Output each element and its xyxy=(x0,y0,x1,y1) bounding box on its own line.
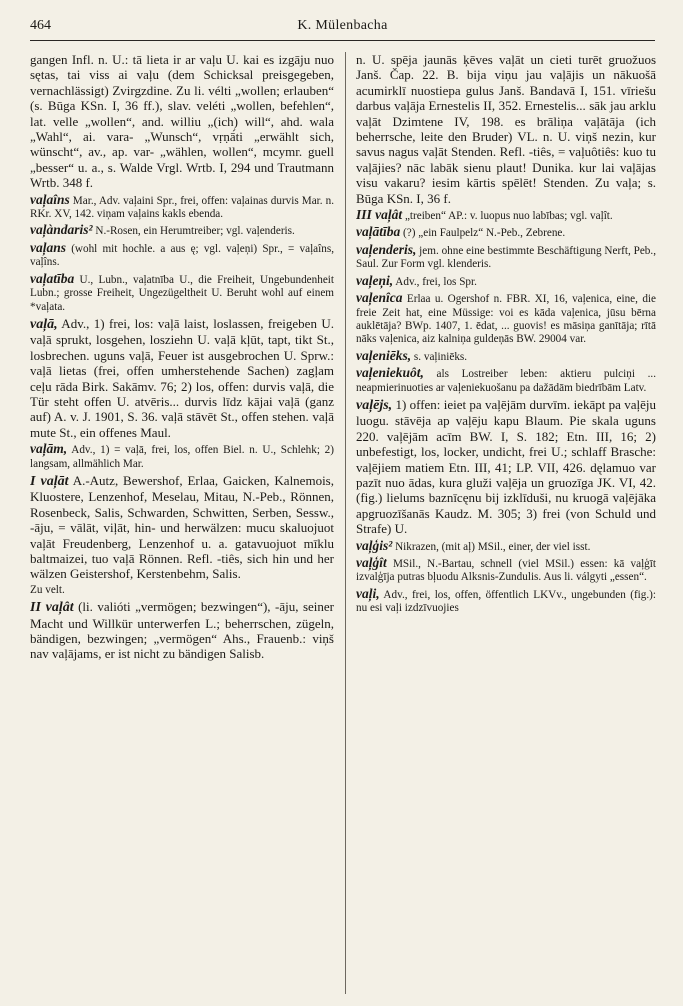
page-number: 464 xyxy=(30,18,51,33)
entry-headword: vaļā, xyxy=(30,316,58,332)
entry-headword: vaļām, xyxy=(30,441,68,457)
entry-text: gangen Infl. n. U.: tā lieta ir ar vaļu U. kai es izgāju nuo sętas, tai viss ai vaļu (dem Schicksal preisgegeben, vernachlässigt) Zvirgzdine. Zu li. vélti „wollen; erlauben“ (s. Būga KSn. I, 36 ff.), slav. veléti „wollen, befehlen“, lat. velle „wollen“, and. williu „(ich) will“, ahd. wala „Wahl“, ai. vara- „Wunsch“, vṛṇā́ti „erwählt sich, wünscht“, av., ap. var- „wählen, wollen“, mcymr. guell „besser“ u. a., s. Walde Vrgl. Wrtb. I, 294 und Trautmann Wrtb. 348 f. xyxy=(30,52,334,191)
entry-headword: vaļenîca xyxy=(356,290,403,306)
dictionary-entry xyxy=(30,584,334,597)
entry-text: (li. valióti „vermögen; bezwingen“), -āju, seiner Macht und Willkür unterwerfen L.; beherrschen, zügeln, bändigen, bezwingen; „vermögen“ Ahs., Frauenb.: viņš nav vaļājams, er ist nicht zu bändigen Salisb. xyxy=(30,599,334,662)
entry-text: A.-Autz, Bewershof, Erlaa, Gaicken, Kalnemois, Kluostere, Lenzenhof, Meselau, Mitau, N.-Peb., Rönnen, Rosenbeck, Salis, Schwarden, Schwitten, Serben, Sessw., -āju, = vālāt, viļāt, hin- und herwälzen: mucu skaluojuot vaļāt Freudenberg, Lenzenhof u. a. gatavuojuot mīklu baltmaizei, tuo vaļā Rönnen. Refl. -tiês, sich hin und her wälzen Geistershof, Kerstenbehm, Salis. xyxy=(30,472,334,582)
entry-headword: vaļeņi, xyxy=(356,272,394,288)
dictionary-entry xyxy=(356,243,656,272)
entry-text: Nikrazen, (mit aļ) MSil., einer, der viel isst. xyxy=(392,540,591,553)
dictionary-entry xyxy=(356,274,656,289)
entry-text: s. vaļiniēks. xyxy=(411,350,468,363)
right-column xyxy=(356,52,656,998)
running-head: K. Mülenbacha xyxy=(297,18,388,33)
entry-headword: vaļatība xyxy=(30,270,75,286)
entry-headword: II vaļât xyxy=(30,600,74,616)
dictionary-entry xyxy=(30,599,334,662)
entry-text: N.-Rosen, ein Herumtreiber; vgl. vaļenderis. xyxy=(92,225,295,238)
entry-headword: III vaļât xyxy=(356,207,403,223)
entry-text: als Lostreiber leben: aktieru pulciņi ... neapmierinuoties ar vaļeniekuošanu pa dažādām biedrībām Latv. xyxy=(356,368,656,394)
dictionary-entry xyxy=(356,539,656,554)
entry-text: (wohl mit hochle. a aus ę; vgl. vaļeņi) Spr., = vaļaîns, vaļîns. xyxy=(30,242,334,269)
dictionary-entry xyxy=(30,52,334,191)
entry-text: Erlaa u. Ogershof n. FBR. XI, 16, vaļenica, eine, die freie Zeit hat, eine Müssige: voi es kāda vaļenica, jūsu bērna auklētāja? BWp. 1407, 1. ēdat, ... guovis! es māsiņa ganītāja; rītā nāks vaļenica, aiz kalniņa guldeņās BW. 29004 var. xyxy=(356,293,656,346)
dictionary-entry xyxy=(30,272,334,314)
entry-text: „treiben“ AP.: v. luopus nuo labības; vgl. vaļît. xyxy=(402,210,613,223)
entry-headword: vaļģît xyxy=(356,555,387,570)
dictionary-entry xyxy=(356,397,656,537)
dictionary-entry xyxy=(30,316,334,440)
entry-text: U., Lubn., vaļatnība U., die Freiheit, Ungebundenheit Lubn.; grosse Freiheit, Ungezügeltheit U. Beruht wohl auf einem *vaļata. xyxy=(30,273,334,313)
dictionary-entry xyxy=(356,225,656,240)
entry-headword: vaļātība xyxy=(356,224,401,240)
entry-text: Adv., frei, los, offen, öffentlich LKVv., ungebunden (fig.): nu esi vaļi izdzīvuojies xyxy=(356,588,656,615)
dictionary-entry xyxy=(30,223,334,238)
entry-headword: vaļeniekuôt, xyxy=(356,365,424,381)
dictionary-entry xyxy=(356,366,656,395)
left-column xyxy=(30,52,334,998)
dictionary-entry xyxy=(356,349,656,364)
entry-text: Zu velt. xyxy=(30,583,65,596)
entry-text: MSil., N.-Bartau, schnell (viel MSil.) essen: kā vaļģīt izvalģīja putras bļuodu Alksnis-Zundulis. Aus li. válgyti „essen“. xyxy=(356,558,656,584)
entry-headword: vaļenderis, xyxy=(356,241,417,257)
entry-text: Mar., Adv. vaļaini Spr., frei, offen: vaļainas durvis Mar. n. RKr. XV, 142. viņam vaļains kakls ebenda. xyxy=(30,194,334,221)
entry-headword: vaļàndaris² xyxy=(30,222,93,238)
entry-headword: vaļējs, xyxy=(356,397,393,413)
dictionary-entry xyxy=(356,291,656,347)
entry-text: (?) „ein Faulpelz“ N.-Peb., Zebrene. xyxy=(400,227,566,240)
entry-headword: I vaļāt xyxy=(30,473,69,489)
entry-headword: vaļeniēks, xyxy=(356,347,412,363)
column-divider xyxy=(345,52,346,994)
dictionary-entry xyxy=(356,52,656,206)
entry-text: Adv., frei, los Spr. xyxy=(393,275,477,288)
entry-text: jem. ohne eine bestimmte Beschäftigung Nerft, Peb., Saul. Zur Form vgl. klenderis. xyxy=(356,244,656,271)
entry-text: n. U. spēja jaunās ķēves vaļāt un cieti turēt gruožuos Janš. Čap. 22. B. bija viņu jau vaļājis un nākuošā acumirklī nuostiepa gulus Janš. Bandavā I, 151. vīriešu darbus vaļāja Ernestelis II, 352. Ernestelis... sāk jau arklu vaļāt Dzimtene IV, 198. es brāliņa vaļātāja (ich beherrsche, leite den Bruder) VL. n. U. viņš nezin, kur savus nagus vaļāt Stenden. Refl. -tiês, = vaļuôtiês: kuo tu vaļājies? nāc labāk sienu plaut! Dunika. kur lai vaļājas visu vakaru? iesim kārtis spēlēt! Stenden. Zu vaļa; s. Būga KSn. I, 36 f. xyxy=(356,52,656,206)
dictionary-entry xyxy=(30,473,334,582)
entry-text: Adv., 1) = vaļā, frei, los, offen Biel. n. U., Schlehk; 2) langsam, allmählich Mar. xyxy=(30,444,334,470)
entry-headword: vaļģis² xyxy=(356,537,393,553)
dictionary-entry xyxy=(30,241,334,270)
entry-headword: vaļaîns xyxy=(30,191,70,207)
entry-text: 1) offen: ieiet pa vaļējām durvīm. iekāpt pa vaļēju luogu. stāvēja ap vaļēju kapu Blaum. Pie skala uguns 220. vaļējām acīm BW. I, S. 182; Etn. III, 16; 2) unbefestigt, los, locker, undicht, frei U.; schlaff Brasche: vaļējiem matiem Etn. III, 41; LP. VII, 426. dęlamuo var pazīt nuo ādas, kura gluži vaļēja un gruozīga JK. VI, 42. (fig.) lielums baznīcęnu bij izklīduši, nu kruogā vaļējāka apgruozīšanās Kaudz. M. 305; 3) frei (von Schuld und Strafe) U. xyxy=(356,396,656,537)
entry-headword: vaļi, xyxy=(356,585,380,601)
entry-headword: vaļans xyxy=(30,239,67,255)
dictionary-entry xyxy=(30,442,334,471)
entry-text: Adv., 1) frei, los: vaļā laist, loslassen, freigeben U. vaļā sprukt, losgehen, losziehn U. vaļā kļūt, tapt, tikt St., losbrechen. uguns vaļā, Feuer ist ausgebrochen U. Sprw.: vaļā lietas (frei, offen umherstehende Sachen) zagļam ceļu rāda Birk. Sakāmv. 76; 2) los, offen: durvis vaļā, die Tür steht offen U. atvēris... durvis līdz kājai vaļā (ganz auf) A. v. J. 1901, S. 36. vaļā stāvēt St., offen stehen. vaļā mute St., ein offenes Maul. xyxy=(30,315,334,440)
page-header xyxy=(30,16,655,41)
dictionary-entry xyxy=(356,556,656,585)
dictionary-entry xyxy=(356,208,656,223)
dictionary-entry xyxy=(356,587,656,616)
dictionary-entry xyxy=(30,193,334,222)
